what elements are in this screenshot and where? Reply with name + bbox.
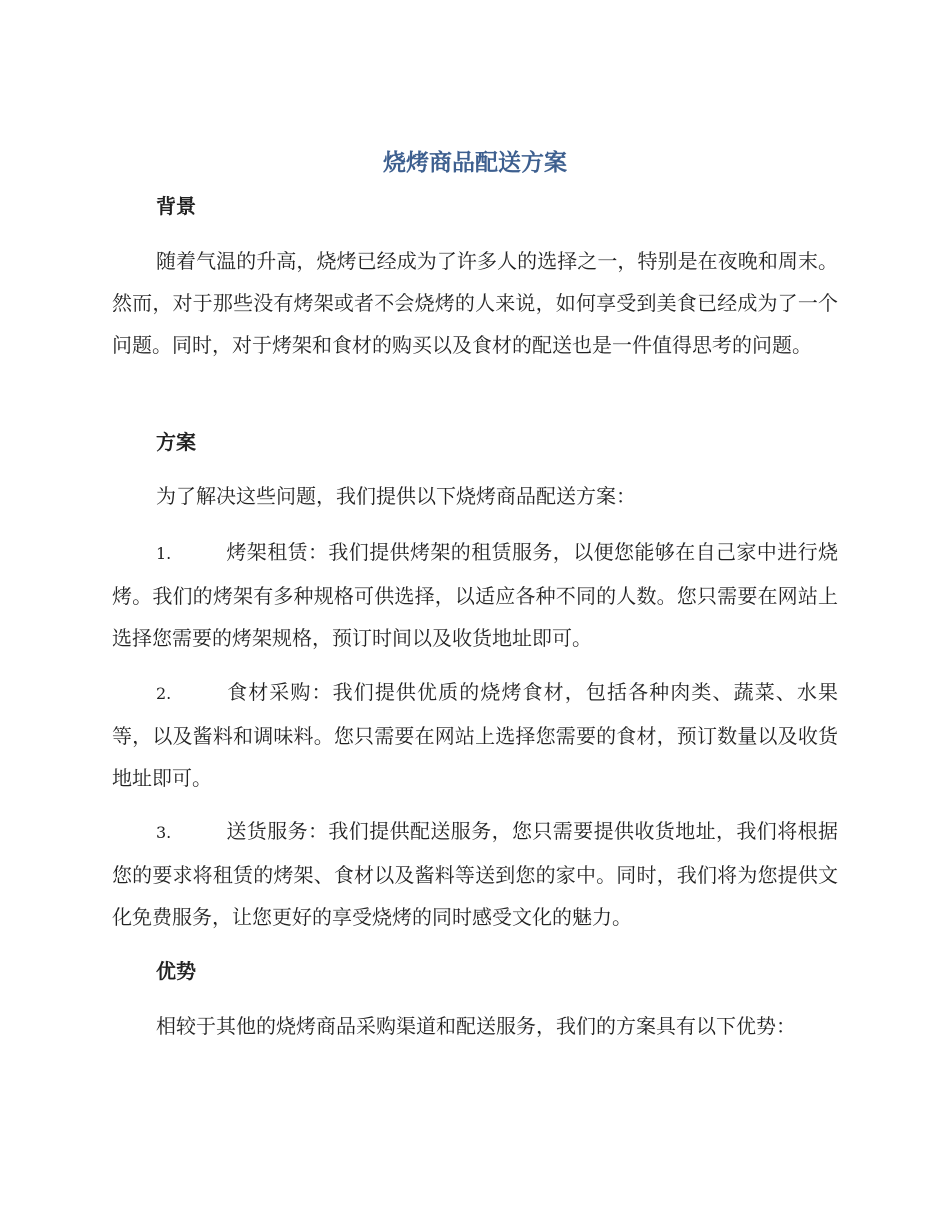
list-item-number: 1.: [156, 544, 172, 563]
advantages-paragraph: 相较于其他的烧烤商品采购渠道和配送服务，我们的方案具有以下优势：: [156, 1014, 796, 1038]
list-item-text: 食材采购：我们提供优质的烧烤食材，包括各种肉类、蔬菜、水果等，以及酱料和调味料。您只需要在网站上选择您需要的食材，预订数量以及收货地址即可。: [112, 680, 838, 790]
list-item-text: 送货服务：我们提供配送服务，您只需要提供收货地址，我们将根据您的要求将租赁的烤架、食材以及酱料等送到您的家中。同时，我们将为您提供文化免费服务，让您更好的享受烧烤的同时感受文化的魅力。: [112, 819, 838, 929]
section-heading-advantages: 优势: [156, 959, 196, 983]
plan-list-item: [112, 671, 838, 799]
list-item-text: 烤架租赁：我们提供烤架的租赁服务，以便您能够在自己家中进行烧烤。我们的烤架有多种规格可供选择，以适应各种不同的人数。您只需要在网站上选择您需要的烤架规格，预订时间以及收货地址即可。: [112, 540, 838, 650]
plan-list-item: [112, 531, 838, 659]
list-item-number: 3.: [156, 823, 172, 842]
section-heading-plan: 方案: [156, 430, 196, 454]
background-paragraph: 随着气温的升高，烧烤已经成为了许多人的选择之一，特别是在夜晚和周末。然而，对于那些没有烤架或者不会烧烤的人来说，如何享受到美食已经成为了一个问题。同时，对于烤架和食材的购买以及食材的配送也是一件值得思考的问题。: [112, 249, 838, 357]
plan-intro-paragraph: 为了解决这些问题，我们提供以下烧烤商品配送方案：: [156, 484, 636, 508]
section-heading-background: 背景: [156, 194, 196, 218]
plan-list-item: [112, 810, 838, 938]
document-title: 烧烤商品配送方案: [383, 150, 567, 176]
list-item-number: 2.: [156, 684, 172, 703]
